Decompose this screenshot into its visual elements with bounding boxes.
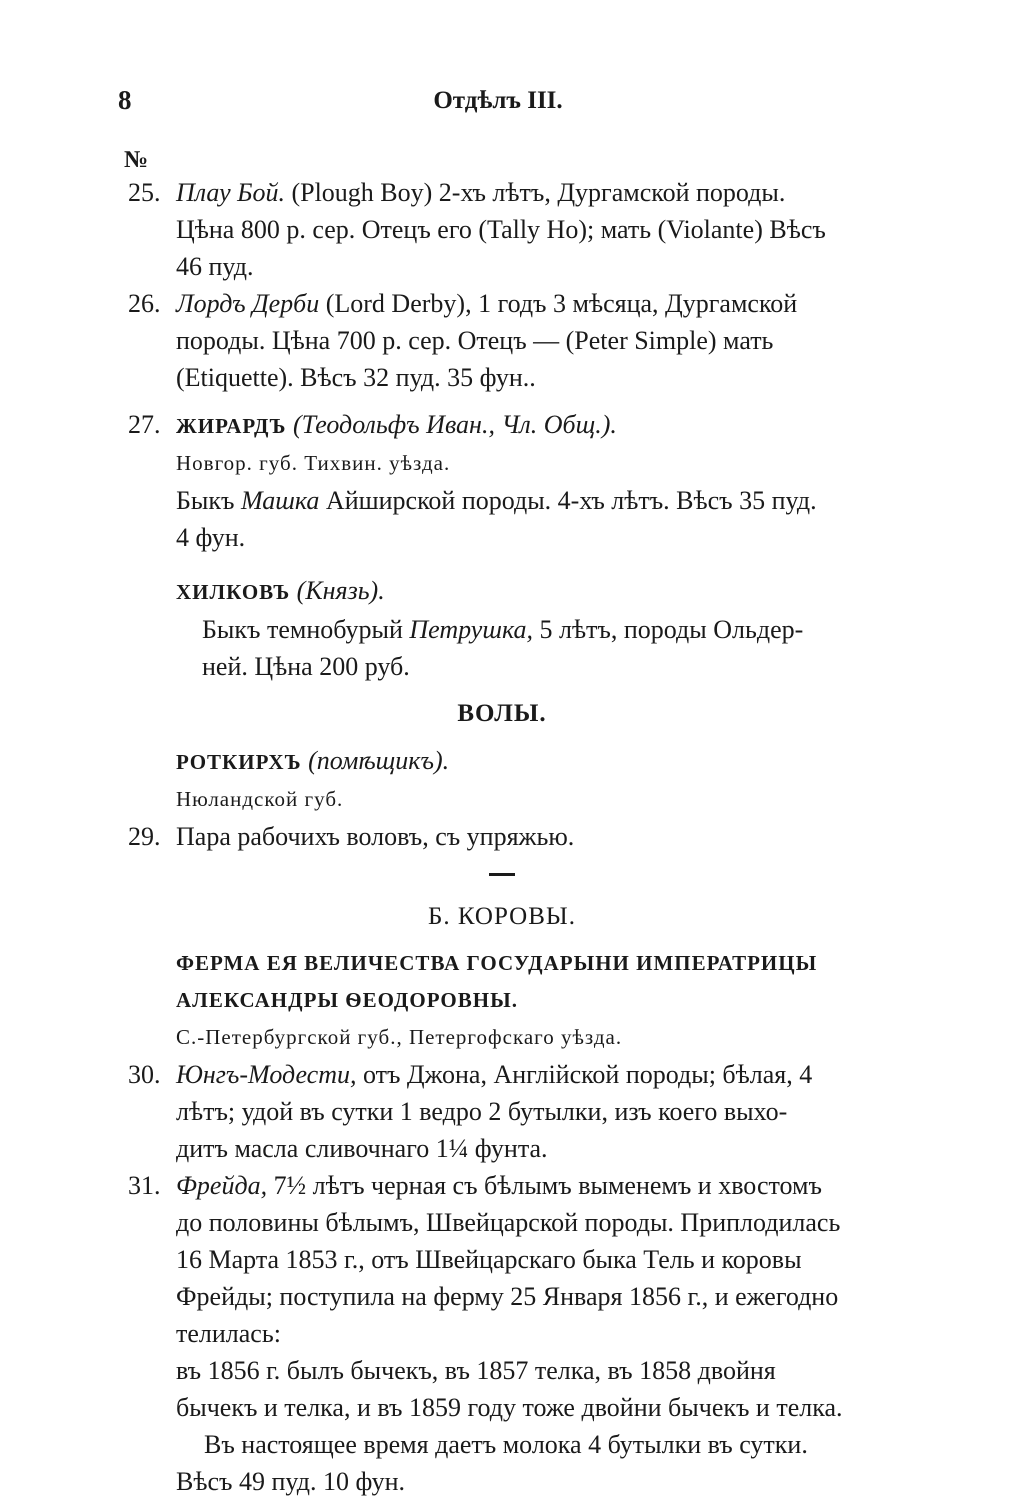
owner-name: РОТКИРХЪ (176, 750, 302, 774)
animal-name: Плау Бой. (176, 178, 285, 207)
entry-line: 4 фун. (176, 523, 246, 552)
entry-line: Фрейды; поступила на ферму 25 Января 1856 г., и ежегодно (176, 1282, 839, 1311)
farm-title-line-2: АЛЕКСАНДРЫ ѲЕОДОРОВНЫ. (176, 988, 518, 1012)
owner-note: (Теодольфъ Иван., Чл. Общ.). (293, 410, 617, 439)
entry-number: 31. (128, 1171, 161, 1200)
region-line: Новгор. губ. Тихвин. уѣзда. (176, 451, 451, 475)
page-number: 8 (118, 85, 132, 115)
entry-line: бычекъ и телка, и въ 1859 году тоже двойни бычекъ и телка. (176, 1393, 843, 1422)
owner-name: ЖИРАРДЪ (176, 414, 287, 438)
entry-text: отъ Джона, Англійской породы; бѣлая, 4 (362, 1060, 813, 1089)
page-body (128, 174, 876, 1500)
entry-number: 25. (128, 178, 161, 207)
entry-line (176, 285, 876, 322)
animal-name: Фрейда, (176, 1171, 268, 1200)
entry-line (176, 174, 876, 211)
entry-30 (128, 1056, 876, 1167)
entry-line: до половины бѣлымъ, Швейцарской породы. Приплодилась (176, 1208, 841, 1237)
owner-line-rotkirkh (128, 742, 876, 781)
entry-line (176, 482, 876, 519)
owner-name: ХИЛКОВЪ (176, 580, 291, 604)
entry-khilkov (128, 611, 876, 685)
animal-name: Петрушка, (409, 615, 533, 644)
entry-line: дитъ масла сливочнаго 1¼ фунта. (176, 1134, 548, 1163)
entry-text: 7½ лѣтъ черная съ бѣлымъ выменемъ и хвостомъ (273, 1171, 822, 1200)
entry-25 (128, 174, 876, 285)
entry-29 (128, 818, 876, 855)
farm-title-line-1: ФЕРМА ЕЯ ВЕЛИЧЕСТВА ГОСУДАРЫНИ ИМПЕРАТРИЦЫ (176, 951, 818, 975)
entry-line: Цѣна 800 р. сер. Отецъ его (Tally Ho); мать (Violante) Вѣсъ (176, 215, 826, 244)
entry-line: ней. Цѣна 200 руб. (202, 652, 410, 681)
entry-line: 46 пуд. (176, 252, 254, 281)
entry-text: Быкъ темнобурый (202, 615, 403, 644)
entry-number: 29. (128, 822, 161, 851)
entry-line (176, 1167, 876, 1204)
entry-line: телилась: (176, 1319, 281, 1348)
owner-line (176, 406, 876, 445)
animal-name: Юнгъ-Модести, (176, 1060, 357, 1089)
entry-line: (Etiquette). Вѣсъ 32 пуд. 35 фун.. (176, 363, 536, 392)
entry-line: въ 1856 г. былъ бычекъ, въ 1857 телка, въ 1858 двойня (176, 1356, 776, 1385)
entry-text: (Lord Derby), 1 годъ 3 мѣсяца, Дургамской (325, 289, 798, 318)
section-heading-cows: Б. КОРОВЫ. (428, 903, 576, 930)
entry-line: 16 Марта 1853 г., отъ Швейцарскаго быка Тель и коровы (176, 1245, 802, 1274)
entry-line: Въ настоящее время даетъ молока 4 бутылки въ сутки. (204, 1430, 808, 1459)
entry-line: Вѣсъ 49 пуд. 10 фун. (176, 1467, 406, 1496)
entry-number: 30. (128, 1060, 161, 1089)
section-heading-oxen: ВОЛЫ. (457, 700, 547, 727)
animal-name: Машка (240, 486, 320, 515)
numero-sign: № (124, 147, 149, 173)
entry-number: 26. (128, 289, 161, 318)
entry-text: (Plough Boy) 2-хъ лѣтъ, Дургамской породы. (291, 178, 786, 207)
region-line: Нюландской губ. (176, 787, 344, 811)
entry-26 (128, 285, 876, 396)
entry-text: 5 лѣтъ, породы Ольдер- (539, 615, 804, 644)
entry-text: Быкъ (176, 486, 235, 515)
owner-note: (помѣщикъ). (308, 746, 450, 775)
running-title: Отдѣлъ III. (433, 87, 563, 114)
entry-31 (128, 1167, 876, 1500)
entry-27 (128, 406, 876, 556)
entry-line: лѣтъ; удой въ сутки 1 ведро 2 бутылки, изъ коего выхо- (176, 1097, 788, 1126)
entry-text: Айширской породы. 4-хъ лѣтъ. Вѣсъ 35 пуд. (325, 486, 817, 515)
entry-line: Пара рабочихъ воловъ, съ упряжью. (176, 822, 575, 851)
entry-line: породы. Цѣна 700 р. сер. Отецъ — (Peter Simple) мать (176, 326, 774, 355)
page-header (118, 82, 878, 122)
entry-line (176, 1056, 876, 1093)
owner-note: (Князь). (296, 576, 385, 605)
section-divider (489, 873, 515, 876)
entry-line (202, 611, 876, 648)
region-line: С.-Петербургской губ., Петергофскаго уѣзда. (176, 1025, 623, 1049)
animal-name: Лордъ Дерби (176, 289, 320, 318)
entry-number: 27. (128, 410, 161, 439)
owner-line-khilkov (128, 572, 876, 611)
